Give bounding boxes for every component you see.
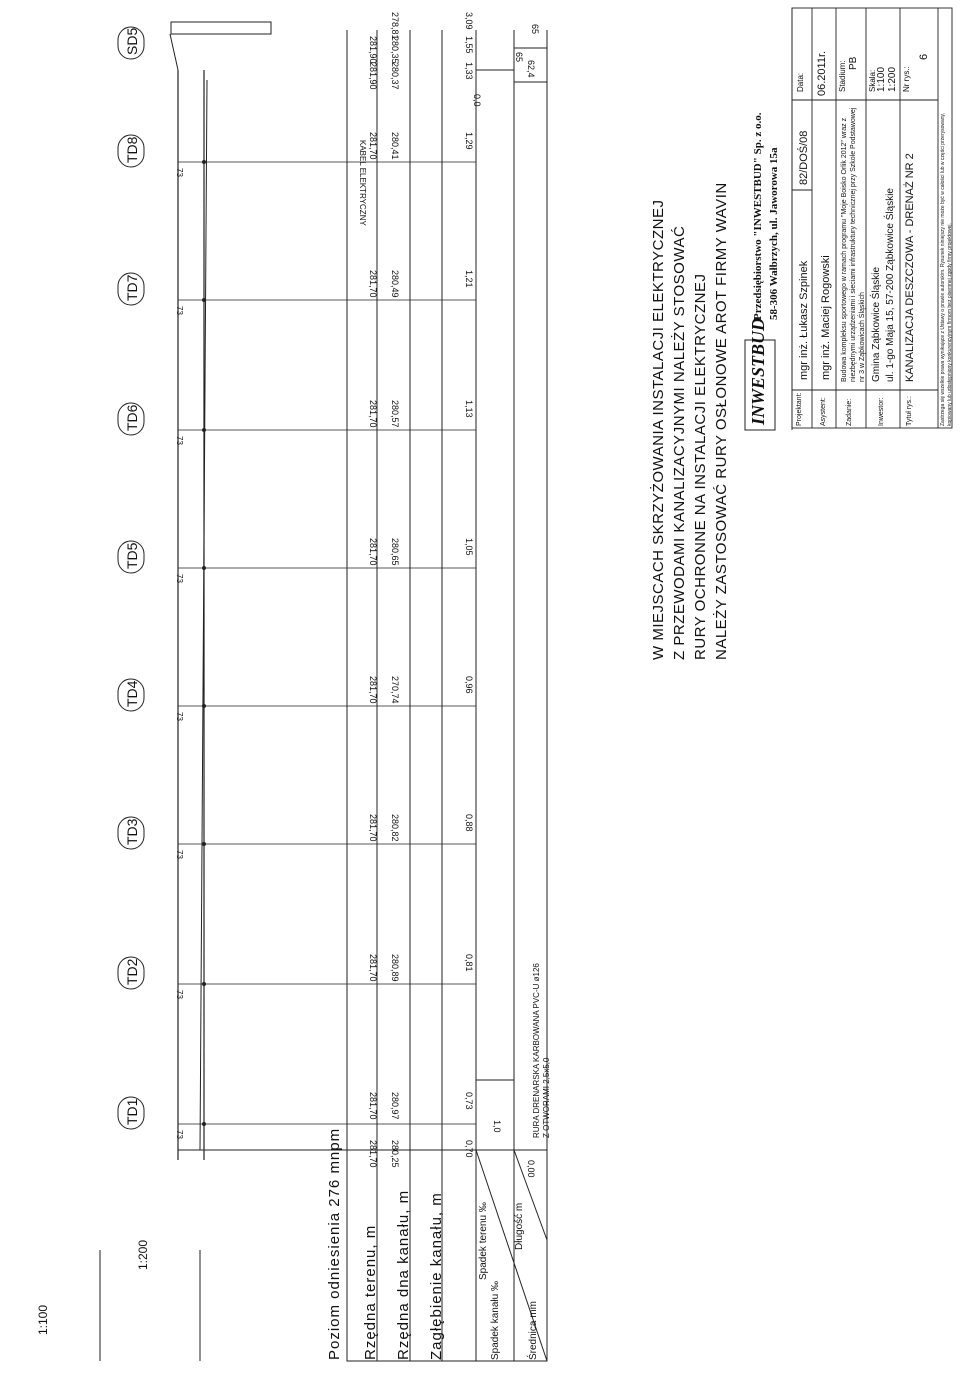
invert-value: 280,35 [390,36,400,64]
crossing-note-line-4: NALEŻY ZASTOSOWAĆ RURY OSŁONOWE AROT FIRMY WAVIN [713,182,730,660]
tb-inwestor-line-2: ul. 1-go Maja 15, 57-200 Ząbkowice Śląskie [885,188,896,382]
tb-tytul: KANALIZACJA DESZCZOWA - DRENAŻ NR 2 [904,153,916,382]
manhole-label-sd5: SD5 [124,27,140,55]
station-dot [202,566,206,570]
length-value: 65 [514,52,524,63]
company-address: 58-306 Wałbrzych, ul. Jaworowa 15a [768,147,780,320]
tb-zadanie [840,108,867,382]
length-value: 0,00 [526,1160,536,1178]
depth-value: 0,96 [464,676,474,694]
invert-value: 280,57 [390,400,400,428]
station-dot [202,160,206,164]
cable-label: KABEL ELEKTRYCZNY [358,140,367,226]
tb-projektant-label: Projektant: [796,392,803,426]
tb-tytul-label: Tytuł rys.: [906,396,913,426]
manhole-label-td6: TD6 [124,404,140,431]
manhole-label-td4: TD4 [124,680,140,707]
invert-value: 280,82 [390,814,400,842]
terrain-row-label: Rzędna terenu, m [362,1224,379,1360]
tb-projektant: mgr inż. Łukasz Szpinek [798,260,810,380]
depth-value: 1,29 [464,132,474,150]
tb-skala [876,67,898,92]
crossing-note [648,182,732,660]
diameter-label: Średnica mm [528,1301,539,1360]
manhole-label-td8: TD8 [124,136,140,163]
pipe-note-line-2: Z OTWORAMI 2,5x5,0 [542,1057,551,1138]
length-value: 65 [530,24,540,35]
crossing-note-line-1: W MIEJSCACH SKRZYŻOWANIA INSTALACJI ELEKTRYCZNEJ [650,199,667,660]
depth-value: 0,88 [464,814,474,832]
invert-value: 278,81 [390,12,400,40]
scale-2-label: 1:200 [136,1239,150,1270]
pipe-note-line-1: RURA DRENARSKA KARBOWANA PVC-U ø126 [532,963,541,1138]
terrain-value: 281,90 [368,62,378,90]
station-dot [202,982,206,986]
invert-value: 280,25 [390,1140,400,1168]
tb-asystent-label: Asystent: [820,397,827,426]
tb-data-label: Data: [796,72,805,92]
manhole-label-td2: TD2 [124,958,140,985]
tb-nr: 6 [918,53,930,60]
rim-mark: 73 [175,436,184,445]
rim-mark: 73 [175,712,184,721]
station-dot [202,298,206,302]
length-value: 62,4 [526,60,536,78]
scale-1-label: 1:100 [36,1304,50,1335]
tb-zadanie-label: Zadanie: [846,398,853,426]
depth-value: 0,81 [464,954,474,972]
sewer-slope-value: 1,0 [492,1120,502,1133]
depth-value: 1,13 [464,400,474,418]
manhole-label-td5: TD5 [124,542,140,569]
depth-value: 0,73 [464,1092,474,1110]
tb-projektant-no: 82/DOŚ/08 [798,130,810,185]
tb-inwestor [870,188,898,382]
crossing-note-line-2: Z PRZEWODAMI KANALIZACYJNYMI NALEŻY STOSOWAĆ [671,225,688,660]
invert-value: 270,74 [390,676,400,704]
rim-mark: 73 [175,990,184,999]
tb-skala-1: 1:100 [876,66,887,92]
invert-value: 280,89 [390,954,400,982]
station-dot [202,842,206,846]
tb-skala-2: 1:200 [887,66,898,92]
terrain-value: 281,70 [368,538,378,566]
depth-row-label: Zagłębienie kanału, m [428,1192,445,1360]
sewer-slope-value: 0,0 [472,94,482,107]
station-dot [202,1122,206,1126]
company-name: Przedsiębiorstwo "INWESTBUD" Sp. z o.o. [752,112,764,320]
rim-mark: 73 [175,168,184,177]
depth-value: 1,33 [464,62,474,80]
terrain-value: 281,70 [368,676,378,704]
invert-value: 280,65 [390,538,400,566]
terrain-value: 281,70 [368,1092,378,1120]
invert-value: 280,37 [390,62,400,90]
depth-value: 3,09 [464,12,474,30]
invert-value: 280,97 [390,1092,400,1120]
station-dot [202,428,206,432]
tb-stadium: PB [848,56,859,70]
terrain-value: 281,70 [368,1140,378,1168]
depth-value: 0,70 [464,1140,474,1158]
invert-value: 280,49 [390,270,400,298]
tb-zadanie-line-1: Budowa kompleksu sportowego w ramach programu "Moje Boisko Orlik 2012" wraz z [841,117,848,382]
rim-mark: 73 [175,850,184,859]
terrain-value: 281,70 [368,814,378,842]
rim-mark: 73 [175,1130,184,1139]
crossing-note-line-3: RURY OCHRONNE NA INSTALACJI ELEKTRYCZNEJ [692,273,709,660]
terrain-value: 281,70 [368,132,378,160]
tb-stadium-label: Stadium: [838,60,847,92]
tb-data: 06.2011r. [816,50,828,96]
invert-value: 280,41 [390,132,400,160]
terrain-value: 281,90 [368,36,378,64]
terrain-value: 281,70 [368,270,378,298]
tb-inwestor-line-1: Gmina Ząbkowice Śląskie [871,266,882,382]
depth-value: 1,55 [464,36,474,54]
manhole-label-td7: TD7 [124,274,140,301]
tb-copyright-line-1: Zastrzega się wszelkie prawa wynikające z Ustawy o prawie autorskim. Rysunek niniejszy nie może być w całości lub w części przerysowany, [940,112,946,426]
terrain-value: 281,70 [368,954,378,982]
tb-asystent: mgr inż. Maciej Rogowski [820,255,832,380]
tb-nr-label: Nr rys.: [902,66,911,92]
tb-zadanie-line-3: nr 3 w Ząbkowicach Śląskich [859,292,866,382]
depth-value: 1,21 [464,270,474,288]
sewer-slope-label: Spadek kanału ‰ [490,1281,501,1360]
station-dot [202,704,206,708]
company-logo: INWESTBUD [748,317,768,425]
depth-value: 1,05 [464,538,474,556]
manhole-label-td3: TD3 [124,818,140,845]
rim-mark: 73 [175,574,184,583]
invert-row-label: Rzędna dna kanału, m [395,1189,412,1360]
tb-copyright-line-2: kopiowany lub udostępniony konkurencyjnym firmom bez pisemnej zgody firmy projektowej. [947,223,953,426]
tb-zadanie-line-2: niezbędnymi urządzeniami i sieciami infrastruktury technicznej przy Szkole Podstawowej [850,107,857,382]
tb-copyright [940,113,954,426]
terrain-slope-label: Spadek terenu ‰ [478,1202,489,1280]
tb-inwestor-label: Inwestor: [878,397,885,426]
length-label: Długość m [514,1202,525,1250]
datum-label: Poziom odniesienia 276 mnpm [326,1127,343,1360]
terrain-value: 281,70 [368,400,378,428]
pipe-note [532,963,552,1138]
manhole-label-td1: TD1 [124,1098,140,1125]
tb-skala-label: Skala: [868,69,877,92]
rim-mark: 73 [175,306,184,315]
